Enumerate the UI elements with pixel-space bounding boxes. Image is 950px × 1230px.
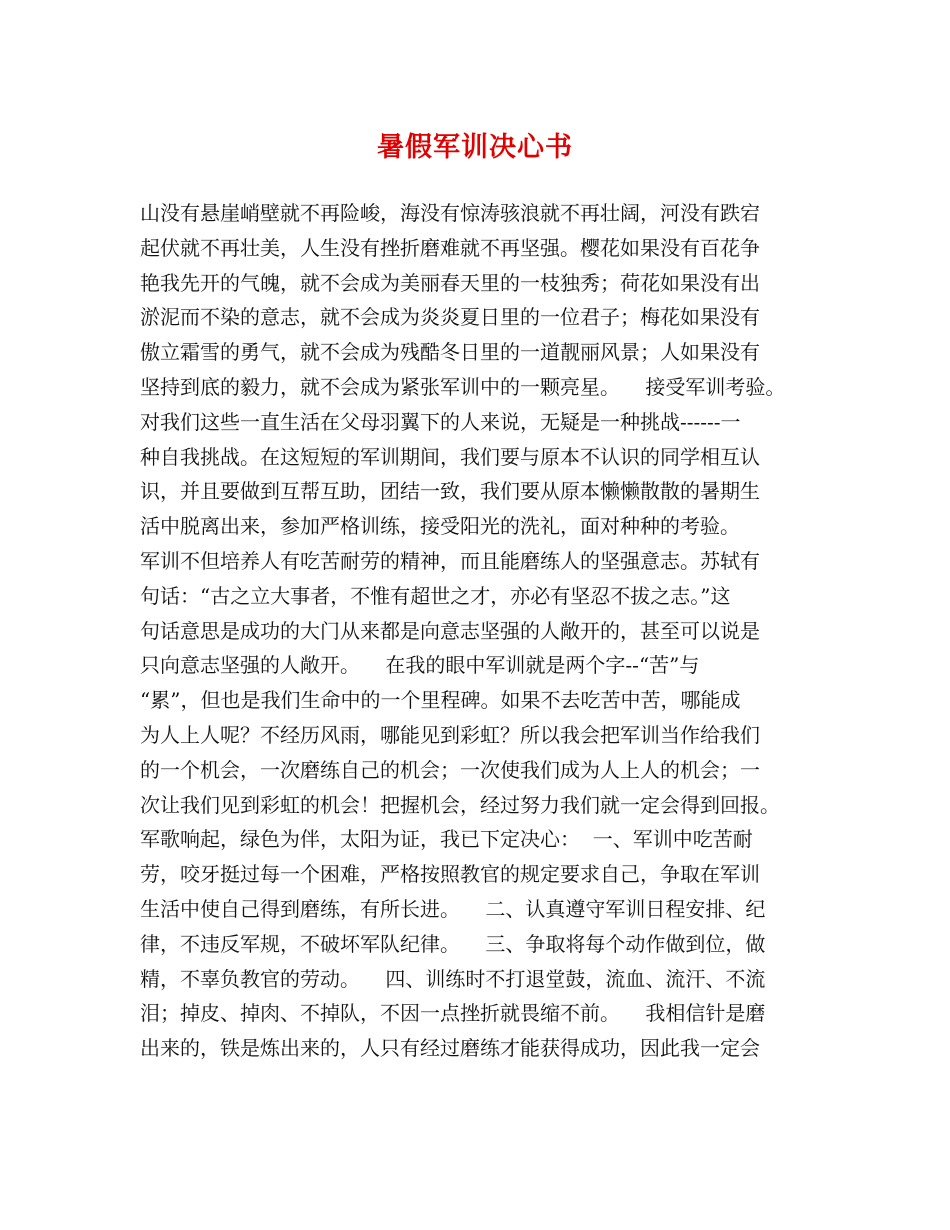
body-line: 只向意志坚强的人敞开。 在我的眼中军训就是两个字--“苦”与 [140, 653, 700, 678]
body-line: 出来的，铁是炼出来的，人只有经过磨练才能获得成功，因此我一定会 [140, 1036, 760, 1061]
body-line: 泪；掉皮、掉肉、不掉队，不因一点挫折就畏缩不前。 我相信针是磨 [140, 1001, 766, 1026]
body-line: 种自我挑战。在这短短的军训期间，我们要与原本不认识的同学相互认 [140, 444, 760, 469]
body-line: 句话意思是成功的大门从来都是向意志坚强的人敞开的，甚至可以说是 [140, 618, 760, 643]
body-line: 傲立霜雪的勇气，就不会成为残酷冬日里的一道靓丽风景；人如果没有 [140, 340, 760, 365]
body-line: 起伏就不再壮美，人生没有挫折磨难就不再坚强。樱花如果没有百花争 [140, 235, 760, 260]
body-line: 活中脱离出来，参加严格训练，接受阳光的洗礼，面对种种的考验。 [140, 514, 740, 539]
body-line: 劳，咬牙挺过每一个困难，严格按照教官的规定要求自己，争取在军训 [140, 862, 760, 887]
body-line: 淤泥而不染的意志，就不会成为炎炎夏日里的一位君子；梅花如果没有 [140, 305, 760, 330]
body-line: 坚持到底的毅力，就不会成为紧张军训中的一颗亮星。 接受军训考验。 [140, 374, 786, 399]
body-line: 军歌响起，绿色为伴，太阳为证，我已下定决心： 一、军训中吃苦耐 [140, 827, 753, 852]
body-line: 山没有悬崖峭壁就不再险峻，海没有惊涛骇浪就不再壮阔，河没有跌宕 [140, 201, 760, 225]
body-line: 句话：“古之立大事者，不惟有超世之才，亦必有坚忍不拔之志。”这 [140, 583, 731, 608]
body-line: 的一个机会，一次磨练自己的机会；一次使我们成为人上人的机会；一 [140, 757, 760, 782]
body-line: 为人上人呢？不经历风雨，哪能见到彩虹？所以我会把军训当作给我们 [140, 722, 760, 747]
document-body [140, 196, 830, 1066]
body-line: 律，不违反军规，不破坏军队纪律。 三、争取将每个动作做到位，做 [140, 931, 766, 956]
body-line: 军训不但培养人有吃苦耐劳的精神，而且能磨练人的坚强意志。苏轼有 [140, 548, 760, 573]
body-line: 对我们这些一直生活在父母羽翼下的人来说，无疑是一种挑战------一 [140, 409, 741, 434]
body-line: 精，不辜负教官的劳动。 四、训练时不打退堂鼓，流血、流汗、不流 [140, 966, 766, 991]
body-line: “累”，但也是我们生命中的一个里程碑。如果不去吃苦中苦，哪能成 [140, 688, 741, 713]
body-line: 生活中使自己得到磨练，有所长进。 二、认真遵守军训日程安排、纪 [140, 896, 766, 921]
body-line: 识，并且要做到互帮互助，团结一致，我们要从原本懒懒散散的暑期生 [140, 479, 760, 504]
body-line: 艳我先开的气魄，就不会成为美丽春天里的一枝独秀；荷花如果没有出 [140, 270, 760, 295]
document-title: 暑假军训决心书 [377, 132, 573, 163]
body-line: 次让我们见到彩虹的机会！把握机会，经过努力我们就一定会得到回报。 [140, 792, 780, 817]
